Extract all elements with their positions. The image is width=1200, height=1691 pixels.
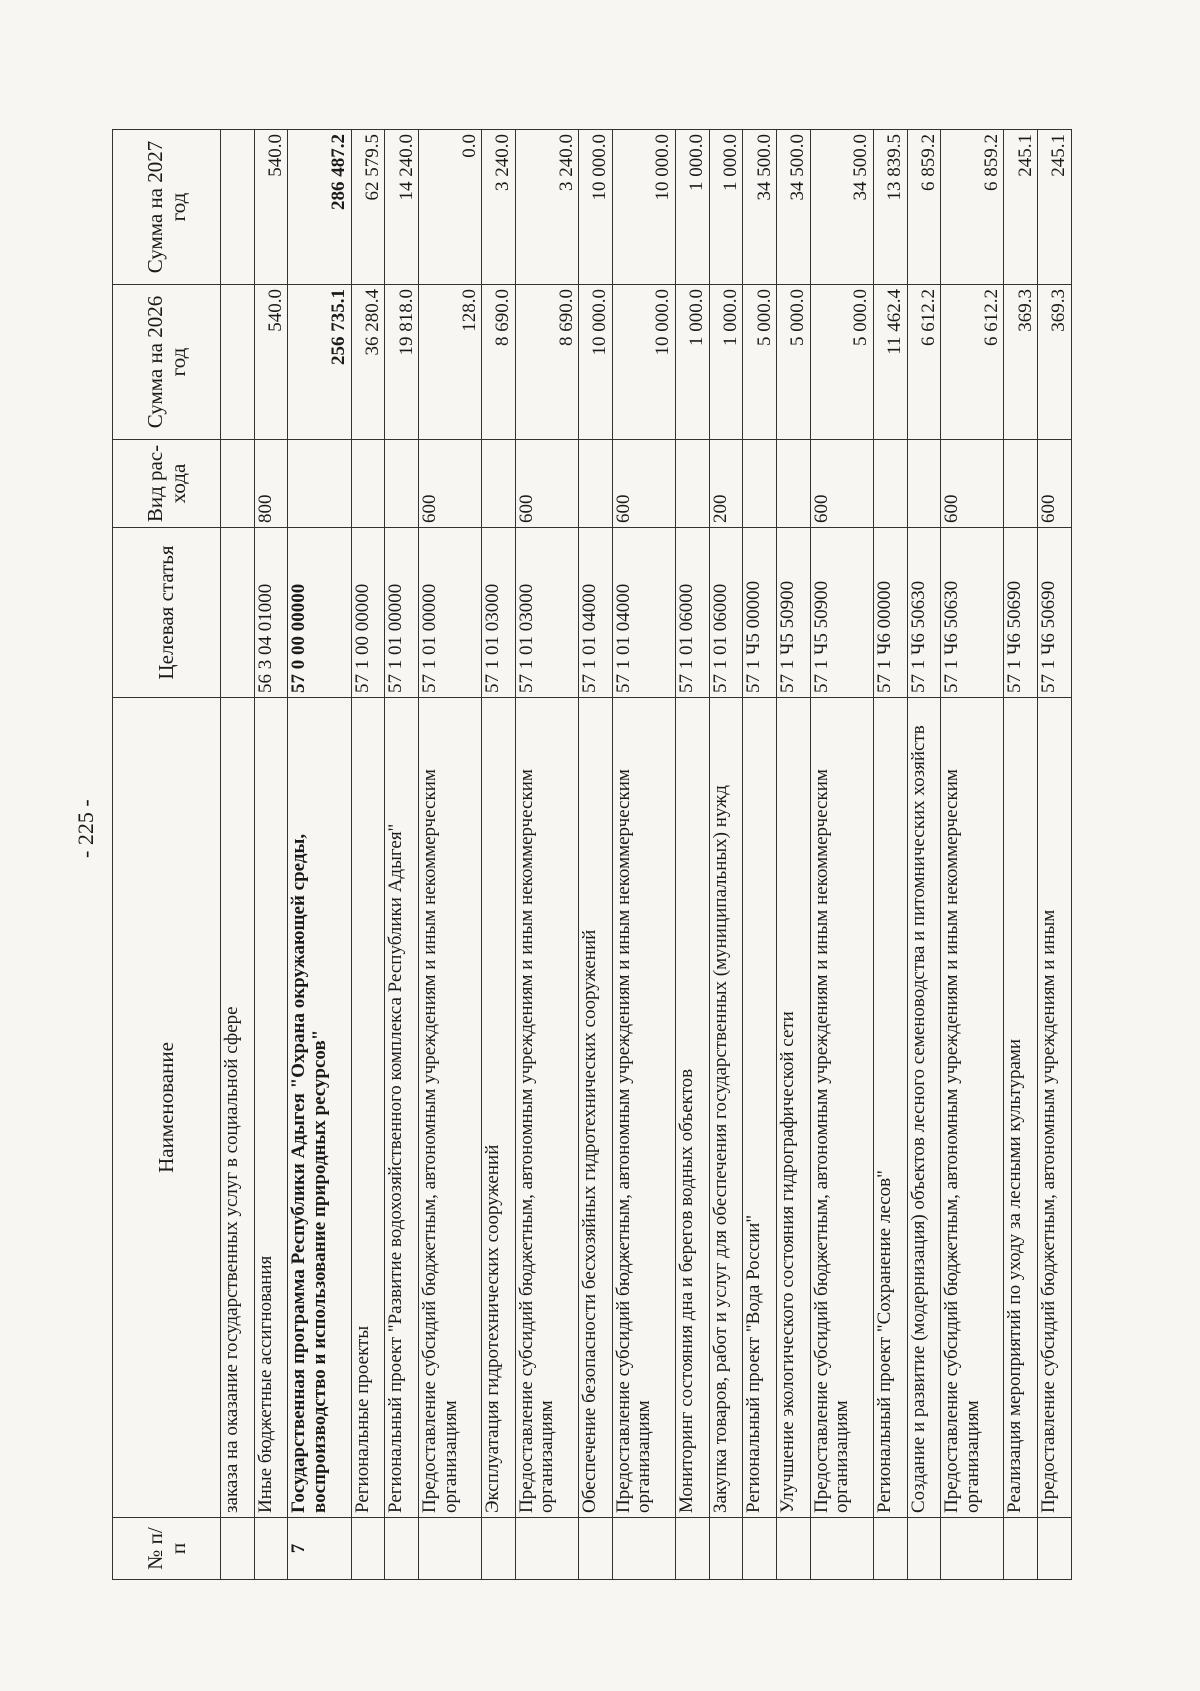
cell-sum-2026: 5 000.0 bbox=[777, 285, 811, 440]
cell-target: 57 1 01 06000 bbox=[709, 528, 743, 698]
cell-target: 57 1 01 00000 bbox=[385, 528, 419, 698]
cell-name: Предоставление субсидий бюджетным, автономным учреждениям и иным некоммерческим организациям bbox=[419, 698, 482, 1518]
cell-no bbox=[1038, 1518, 1072, 1580]
cell-kind bbox=[579, 440, 613, 528]
table-row bbox=[907, 130, 941, 1580]
cell-kind: 600 bbox=[612, 440, 675, 528]
cell-sum-2026: 369.3 bbox=[1038, 285, 1072, 440]
cell-no bbox=[907, 1518, 941, 1580]
cell-sum-2026: 10 000.0 bbox=[612, 285, 675, 440]
cell-name: Реализация мероприятий по уходу за лесными культурами bbox=[1004, 698, 1038, 1518]
cell-kind bbox=[873, 440, 907, 528]
cell-no bbox=[873, 1518, 907, 1580]
cell-no bbox=[579, 1518, 613, 1580]
cell-target: 57 1 01 00000 bbox=[419, 528, 482, 698]
table-row bbox=[743, 130, 777, 1580]
cell-name: Предоставление субсидий бюджетным, автономным учреждениям и иным некоммерческим организациям bbox=[941, 698, 1004, 1518]
header-no: № п/п bbox=[113, 1518, 221, 1580]
cell-sum-2026: 10 000.0 bbox=[579, 285, 613, 440]
cell-name: Предоставление субсидий бюджетным, автономным учреждениям и иным некоммерческим организациям bbox=[810, 698, 873, 1518]
cell-sum-2026: 6 612.2 bbox=[907, 285, 941, 440]
table-row bbox=[941, 130, 1004, 1580]
cell-target: 57 1 Ч6 50630 bbox=[907, 528, 941, 698]
cell-sum-2027: 62 579.5 bbox=[351, 130, 385, 285]
cell-kind bbox=[351, 440, 385, 528]
cell-no bbox=[221, 1518, 255, 1580]
cell-target: 57 1 Ч5 50900 bbox=[777, 528, 811, 698]
cell-no bbox=[612, 1518, 675, 1580]
table-row bbox=[221, 130, 255, 1580]
cell-name: Улучшение экологического состояния гидрографической сети bbox=[777, 698, 811, 1518]
cell-target: 57 1 00 00000 bbox=[351, 528, 385, 698]
cell-sum-2026: 11 462.4 bbox=[873, 285, 907, 440]
cell-no bbox=[777, 1518, 811, 1580]
cell-target: 57 1 Ч5 50900 bbox=[810, 528, 873, 698]
cell-name: Предоставление субсидий бюджетным, автономным учреждениям и иным некоммерческим организациям bbox=[515, 698, 578, 1518]
header-target: Целевая статья bbox=[113, 528, 221, 698]
cell-no bbox=[743, 1518, 777, 1580]
cell-kind bbox=[777, 440, 811, 528]
table-row bbox=[873, 130, 907, 1580]
cell-kind: 600 bbox=[810, 440, 873, 528]
table-header-row bbox=[113, 130, 221, 1580]
header-sum-2026: Сумма на 2026 год bbox=[113, 285, 221, 440]
cell-sum-2027: 14 240.0 bbox=[385, 130, 419, 285]
cell-kind: 600 bbox=[419, 440, 482, 528]
cell-name: Закупка товаров, работ и услуг для обеспечения государственных (муниципальных) нужд bbox=[709, 698, 743, 1518]
cell-no bbox=[515, 1518, 578, 1580]
table-row bbox=[1004, 130, 1038, 1580]
table-row bbox=[515, 130, 578, 1580]
cell-kind bbox=[907, 440, 941, 528]
cell-sum-2026 bbox=[221, 285, 255, 440]
cell-name: Предоставление субсидий бюджетным, автономным учреждениям и иным некоммерческим организациям bbox=[612, 698, 675, 1518]
cell-target: 57 0 00 00000 bbox=[288, 528, 351, 698]
cell-sum-2026: 5 000.0 bbox=[810, 285, 873, 440]
cell-no bbox=[351, 1518, 385, 1580]
cell-no bbox=[1004, 1518, 1038, 1580]
cell-sum-2026: 1 000.0 bbox=[675, 285, 709, 440]
cell-target: 57 1 Ч6 50690 bbox=[1038, 528, 1072, 698]
cell-sum-2027: 10 000.0 bbox=[579, 130, 613, 285]
cell-no bbox=[941, 1518, 1004, 1580]
cell-no: 7 bbox=[288, 1518, 351, 1580]
cell-no bbox=[482, 1518, 516, 1580]
cell-no bbox=[709, 1518, 743, 1580]
cell-name: Иные бюджетные ассигнования bbox=[254, 698, 288, 1518]
cell-sum-2027: 1 000.0 bbox=[675, 130, 709, 285]
cell-target bbox=[221, 528, 255, 698]
header-kind: Вид рас-хода bbox=[113, 440, 221, 528]
table-row bbox=[419, 130, 482, 1580]
cell-sum-2027: 6 859.2 bbox=[907, 130, 941, 285]
cell-name: заказа на оказание государственных услуг в социальной сфере bbox=[221, 698, 255, 1518]
cell-sum-2027: 34 500.0 bbox=[810, 130, 873, 285]
cell-name: Региональные проекты bbox=[351, 698, 385, 1518]
cell-sum-2027: 13 839.5 bbox=[873, 130, 907, 285]
cell-target: 57 1 01 06000 bbox=[675, 528, 709, 698]
cell-no bbox=[385, 1518, 419, 1580]
cell-sum-2027: 245.1 bbox=[1004, 130, 1038, 285]
cell-sum-2027: 34 500.0 bbox=[777, 130, 811, 285]
cell-kind bbox=[482, 440, 516, 528]
cell-sum-2027: 245.1 bbox=[1038, 130, 1072, 285]
cell-name: Эксплуатация гидротехнических сооружений bbox=[482, 698, 516, 1518]
cell-target: 57 1 01 03000 bbox=[515, 528, 578, 698]
cell-sum-2026: 5 000.0 bbox=[743, 285, 777, 440]
cell-sum-2026: 8 690.0 bbox=[515, 285, 578, 440]
cell-sum-2027: 286 487.2 bbox=[288, 130, 351, 285]
cell-kind bbox=[385, 440, 419, 528]
cell-sum-2026: 6 612.2 bbox=[941, 285, 1004, 440]
cell-target: 57 1 Ч6 50690 bbox=[1004, 528, 1038, 698]
cell-target: 56 3 04 01000 bbox=[254, 528, 288, 698]
cell-target: 57 1 01 04000 bbox=[579, 528, 613, 698]
table-row bbox=[810, 130, 873, 1580]
cell-target: 57 1 Ч6 50630 bbox=[941, 528, 1004, 698]
budget-table bbox=[112, 129, 1072, 1580]
cell-sum-2026: 19 818.0 bbox=[385, 285, 419, 440]
cell-sum-2027: 0.0 bbox=[419, 130, 482, 285]
table-row bbox=[351, 130, 385, 1580]
cell-target: 57 1 01 04000 bbox=[612, 528, 675, 698]
cell-kind bbox=[288, 440, 351, 528]
table-row bbox=[482, 130, 516, 1580]
cell-kind: 600 bbox=[941, 440, 1004, 528]
table-row bbox=[709, 130, 743, 1580]
table-body bbox=[221, 130, 1072, 1580]
cell-no bbox=[810, 1518, 873, 1580]
cell-sum-2026: 36 280.4 bbox=[351, 285, 385, 440]
cell-sum-2026: 540.0 bbox=[254, 285, 288, 440]
cell-kind bbox=[221, 440, 255, 528]
cell-sum-2026: 256 735.1 bbox=[288, 285, 351, 440]
header-sum-2027: Сумма на 2027 год bbox=[113, 130, 221, 285]
cell-kind bbox=[743, 440, 777, 528]
cell-name: Региональный проект "Развитие водохозяйственного комплекса Республики Адыгея" bbox=[385, 698, 419, 1518]
cell-kind: 200 bbox=[709, 440, 743, 528]
cell-name: Региональный проект "Вода России" bbox=[743, 698, 777, 1518]
table-row bbox=[254, 130, 288, 1580]
cell-no bbox=[254, 1518, 288, 1580]
cell-kind: 800 bbox=[254, 440, 288, 528]
table-row bbox=[288, 130, 351, 1580]
cell-no bbox=[419, 1518, 482, 1580]
cell-sum-2027: 6 859.2 bbox=[941, 130, 1004, 285]
cell-no bbox=[675, 1518, 709, 1580]
cell-name: Обеспечение безопасности бесхозяйных гидротехнических сооружений bbox=[579, 698, 613, 1518]
cell-sum-2026: 369.3 bbox=[1004, 285, 1038, 440]
cell-name: Региональный проект "Сохранение лесов" bbox=[873, 698, 907, 1518]
rotated-table-wrapper bbox=[112, 130, 1072, 1580]
cell-kind: 600 bbox=[1038, 440, 1072, 528]
table-row bbox=[385, 130, 419, 1580]
cell-name: Предоставление субсидий бюджетным, автономным учреждениям и иным bbox=[1038, 698, 1072, 1518]
table-row bbox=[1038, 130, 1072, 1580]
table-row bbox=[777, 130, 811, 1580]
cell-name: Мониторинг состояния дна и берегов водных объектов bbox=[675, 698, 709, 1518]
cell-sum-2026: 1 000.0 bbox=[709, 285, 743, 440]
cell-kind bbox=[675, 440, 709, 528]
cell-sum-2027: 34 500.0 bbox=[743, 130, 777, 285]
cell-name: Государственная программа Республики Адыгея "Охрана окружающей среды, воспроизводство и использование природных ресурсов" bbox=[288, 698, 351, 1518]
cell-name: Создание и развитие (модернизация) объектов лесного семеноводства и питомнических хозяйств bbox=[907, 698, 941, 1518]
table-row bbox=[612, 130, 675, 1580]
table-row bbox=[675, 130, 709, 1580]
cell-sum-2027: 3 240.0 bbox=[482, 130, 516, 285]
cell-sum-2027: 3 240.0 bbox=[515, 130, 578, 285]
cell-sum-2027: 1 000.0 bbox=[709, 130, 743, 285]
cell-kind: 600 bbox=[515, 440, 578, 528]
cell-sum-2027: 540.0 bbox=[254, 130, 288, 285]
cell-kind bbox=[1004, 440, 1038, 528]
cell-sum-2027 bbox=[221, 130, 255, 285]
page-number: - 225 - bbox=[73, 799, 98, 858]
cell-target: 57 1 Ч6 00000 bbox=[873, 528, 907, 698]
header-name: Наименование bbox=[113, 698, 221, 1518]
cell-sum-2026: 128.0 bbox=[419, 285, 482, 440]
table-row bbox=[579, 130, 613, 1580]
cell-target: 57 1 01 03000 bbox=[482, 528, 516, 698]
cell-target: 57 1 Ч5 00000 bbox=[743, 528, 777, 698]
cell-sum-2027: 10 000.0 bbox=[612, 130, 675, 285]
cell-sum-2026: 8 690.0 bbox=[482, 285, 516, 440]
